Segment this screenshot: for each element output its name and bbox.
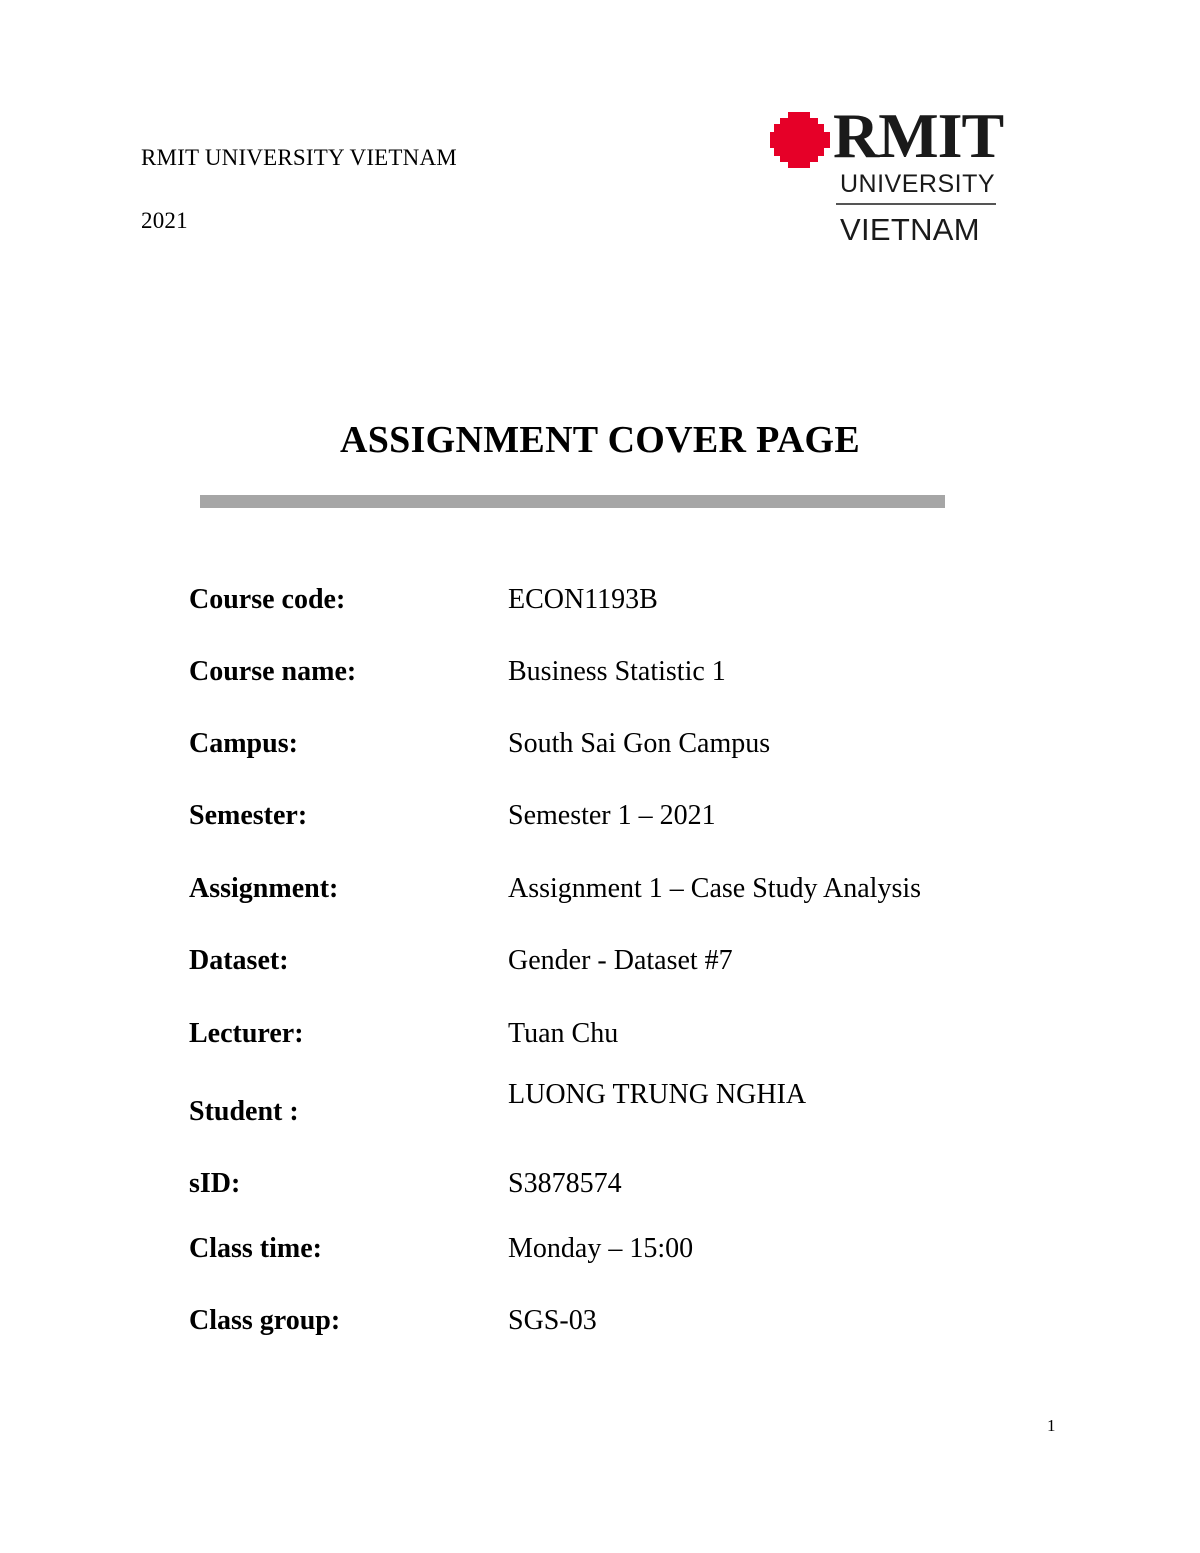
- logo-divider: [836, 203, 996, 205]
- course-name-row: [189, 656, 1009, 696]
- logo-country-text: VIETNAM: [840, 212, 980, 247]
- dataset-label: Dataset:: [189, 945, 289, 976]
- logo-wordmark: RMIT: [833, 100, 1004, 171]
- course-code-value: ECON1193B: [508, 584, 658, 615]
- lecturer-label: Lecturer:: [189, 1018, 304, 1049]
- dataset-row: [189, 945, 1009, 985]
- course-code-row: [189, 584, 1009, 624]
- course-code-label: Course code:: [189, 584, 346, 615]
- class-group-value: SGS-03: [508, 1305, 597, 1336]
- student-value: LUONG TRUNG NGHIA: [508, 1079, 807, 1110]
- sid-value: S3878574: [508, 1168, 622, 1199]
- year: 2021: [141, 208, 188, 233]
- sid-label: sID:: [189, 1168, 241, 1199]
- sid-row: [189, 1168, 1009, 1208]
- semester-value: Semester 1 – 2021: [508, 800, 716, 831]
- semester-label: Semester:: [189, 800, 308, 831]
- semester-row: [189, 800, 1009, 840]
- lecturer-value: Tuan Chu: [508, 1018, 619, 1049]
- class-time-row: [189, 1233, 1009, 1273]
- rmit-pixel-mark-icon: [770, 112, 830, 168]
- logo-university-text: UNIVERSITY: [840, 170, 996, 198]
- title-divider: [200, 495, 945, 508]
- student-row: [189, 1079, 1009, 1139]
- student-label: Student :: [189, 1096, 299, 1127]
- rmit-logo: [770, 100, 1004, 250]
- page-title: ASSIGNMENT COVER PAGE: [339, 419, 861, 461]
- assignment-row: [189, 873, 1009, 913]
- class-group-label: Class group:: [189, 1305, 341, 1336]
- campus-label: Campus:: [189, 728, 298, 759]
- class-time-value: Monday – 15:00: [508, 1233, 694, 1264]
- assignment-value: Assignment 1 – Case Study Analysis: [508, 873, 922, 904]
- campus-row: [189, 728, 1009, 768]
- page-number: 1: [1047, 1416, 1056, 1435]
- class-time-label: Class time:: [189, 1233, 322, 1264]
- course-name-label: Course name:: [189, 656, 357, 687]
- class-group-row: [189, 1305, 1009, 1345]
- dataset-value: Gender - Dataset #7: [508, 945, 733, 976]
- lecturer-row: [189, 1018, 1009, 1058]
- assignment-label: Assignment:: [189, 873, 339, 904]
- campus-value: South Sai Gon Campus: [508, 728, 771, 759]
- course-name-value: Business Statistic 1: [508, 656, 726, 687]
- university-name: RMIT UNIVERSITY VIETNAM: [141, 145, 457, 170]
